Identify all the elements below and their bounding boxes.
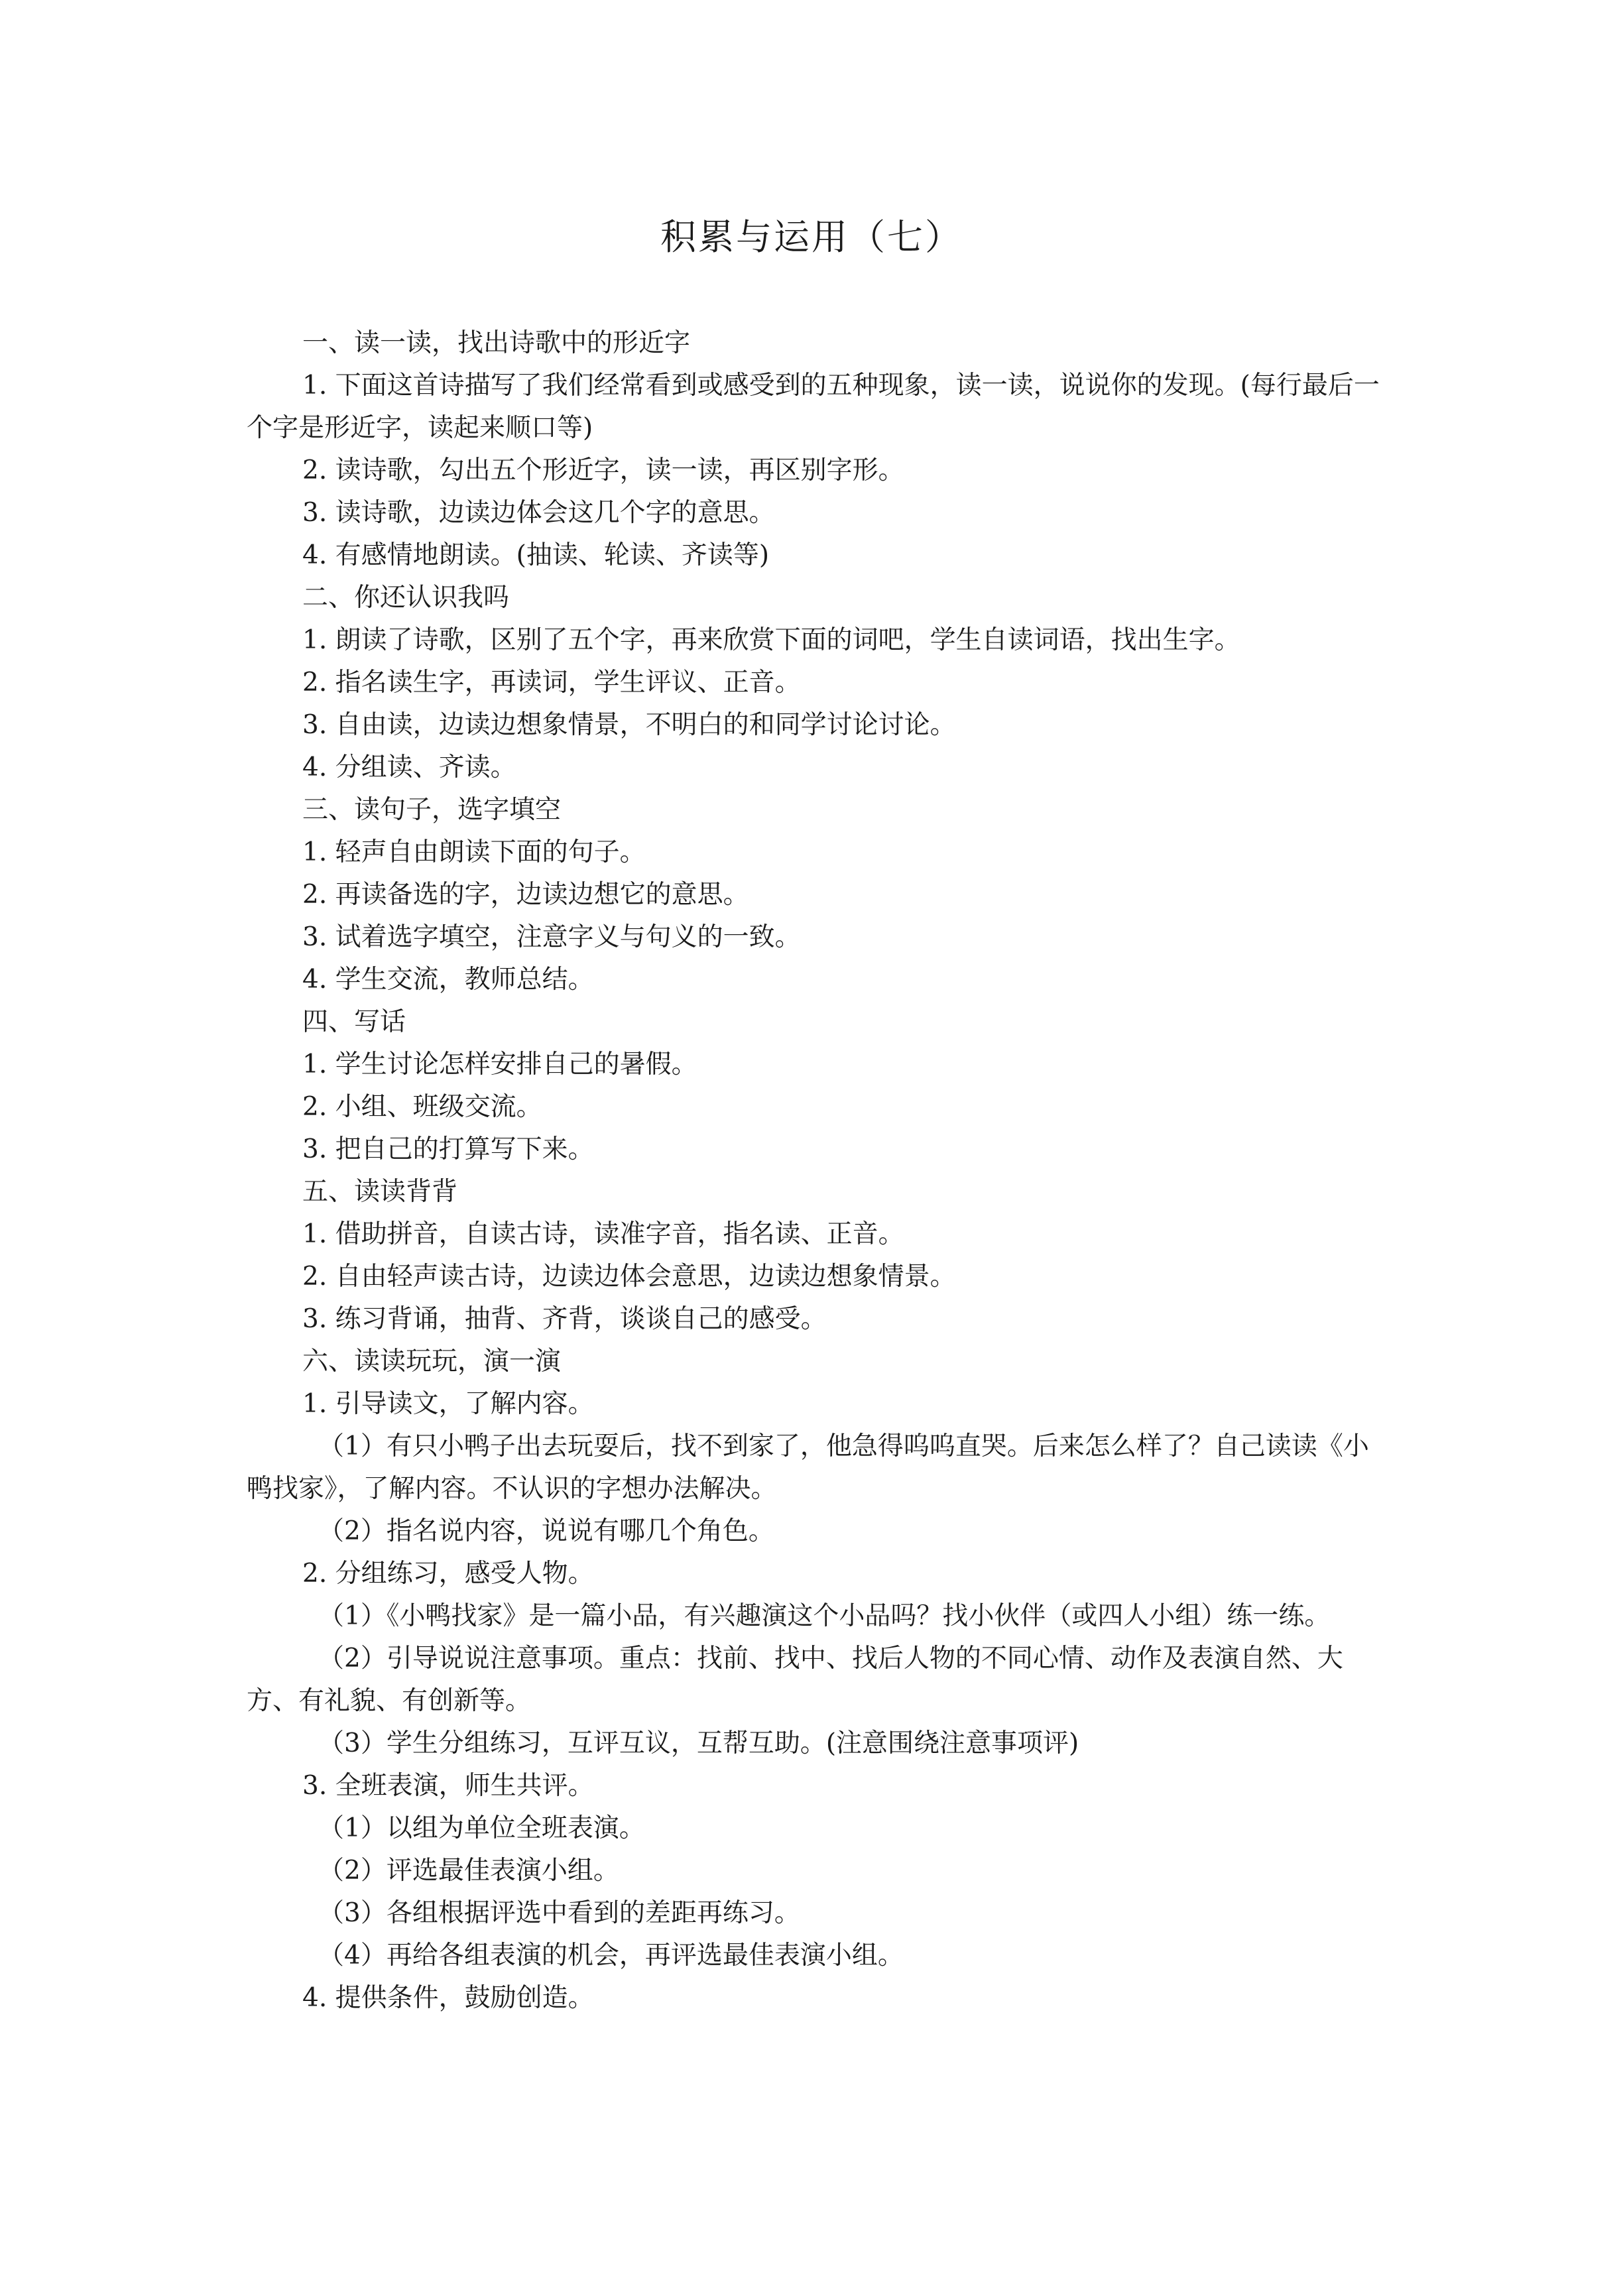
sub-list-item: （2）指名说内容，说说有哪几个角色。 <box>318 1516 774 1546</box>
section-heading: 三、读句子，选字填空 <box>302 795 562 825</box>
sub-list-item: （3）各组根据评选中看到的差距再练习。 <box>318 1898 800 1928</box>
section-heading: 一、读一读，找出诗歌中的形近字 <box>302 328 691 358</box>
section-heading: 二、你还认识我吗 <box>302 583 510 613</box>
list-item: 3. 全班表演，师生共评。 <box>302 1771 594 1801</box>
section-heading: 六、读读玩玩，演一演 <box>302 1347 562 1376</box>
list-item: 2. 指名读生字，再读词，学生评议、正音。 <box>302 668 801 697</box>
list-item: 4. 提供条件，鼓励创造。 <box>302 1983 594 2013</box>
sub-list-item: （1）《小鸭找家》是一篇小品，有兴趣演这个小品吗？找小伙伴（或四人小组）练一练。 <box>318 1601 1331 1631</box>
sub-list-item: （3）学生分组练习，互评互议，互帮互助。(注意围绕注意事项评) <box>318 1728 1079 1758</box>
list-item: 3. 把自己的打算写下来。 <box>302 1134 594 1164</box>
list-item: 4. 有感情地朗读。(抽读、轮读、齐读等) <box>302 540 770 570</box>
document-body <box>247 322 1387 2020</box>
list-item: 1. 引导读文，了解内容。 <box>302 1389 594 1419</box>
list-item: 3. 试着选字填空，注意字义与句义的一致。 <box>302 922 801 952</box>
list-item: 1. 下面这首诗描写了我们经常看到或感受到的五种现象，读一读，说说你的发现。(每行最后一个字是形近字，读起来顺口等) <box>247 371 1380 443</box>
sub-list-item: （2）引导说说注意事项。重点：找前、找中、找后人物的不同心情、动作及表演自然、大方、有礼貌、有创新等。 <box>247 1644 1343 1716</box>
list-item: 2. 读诗歌，勾出五个形近字，读一读，再区别字形。 <box>302 455 904 485</box>
sub-list-item: （1）以组为单位全班表演。 <box>318 1813 645 1843</box>
list-item: 2. 分组练习，感受人物。 <box>302 1559 594 1589</box>
list-item: 4. 分组读、齐读。 <box>302 753 516 782</box>
section-heading: 四、写话 <box>302 1007 406 1037</box>
list-item: 4. 学生交流，教师总结。 <box>302 965 594 995</box>
sub-list-item: （2）评选最佳表演小组。 <box>318 1856 619 1886</box>
section-heading: 五、读读背背 <box>302 1177 458 1207</box>
list-item: 1. 朗读了诗歌，区别了五个字，再来欣赏下面的词吧，学生自读词语，找出生字。 <box>302 625 1240 655</box>
list-item: 2. 小组、班级交流。 <box>302 1092 542 1122</box>
list-item: 1. 学生讨论怎样安排自己的暑假。 <box>302 1050 697 1079</box>
sub-list-item: （1）有只小鸭子出去玩耍后，找不到家了，他急得呜呜直哭。后来怎么样了？自己读读《小鸭找家》，了解内容。不认识的字想办法解决。 <box>247 1431 1369 1504</box>
page-title: 积累与运用（七） <box>660 216 963 258</box>
list-item: 3. 自由读，边读边想象情景，不明白的和同学讨论讨论。 <box>302 710 956 740</box>
list-item: 1. 借助拼音，自读古诗，读准字音，指名读、正音。 <box>302 1219 904 1249</box>
list-item: 1. 轻声自由朗读下面的句子。 <box>302 837 646 867</box>
list-item: 2. 自由轻声读古诗，边读边体会意思，边读边想象情景。 <box>302 1262 956 1292</box>
sub-list-item: （4）再给各组表演的机会，再评选最佳表演小组。 <box>318 1941 904 1970</box>
list-item: 3. 练习背诵，抽背、齐背，谈谈自己的感受。 <box>302 1304 827 1334</box>
list-item: 3. 读诗歌，边读边体会这几个字的意思。 <box>302 498 775 528</box>
list-item: 2. 再读备选的字，边读边想它的意思。 <box>302 880 749 910</box>
